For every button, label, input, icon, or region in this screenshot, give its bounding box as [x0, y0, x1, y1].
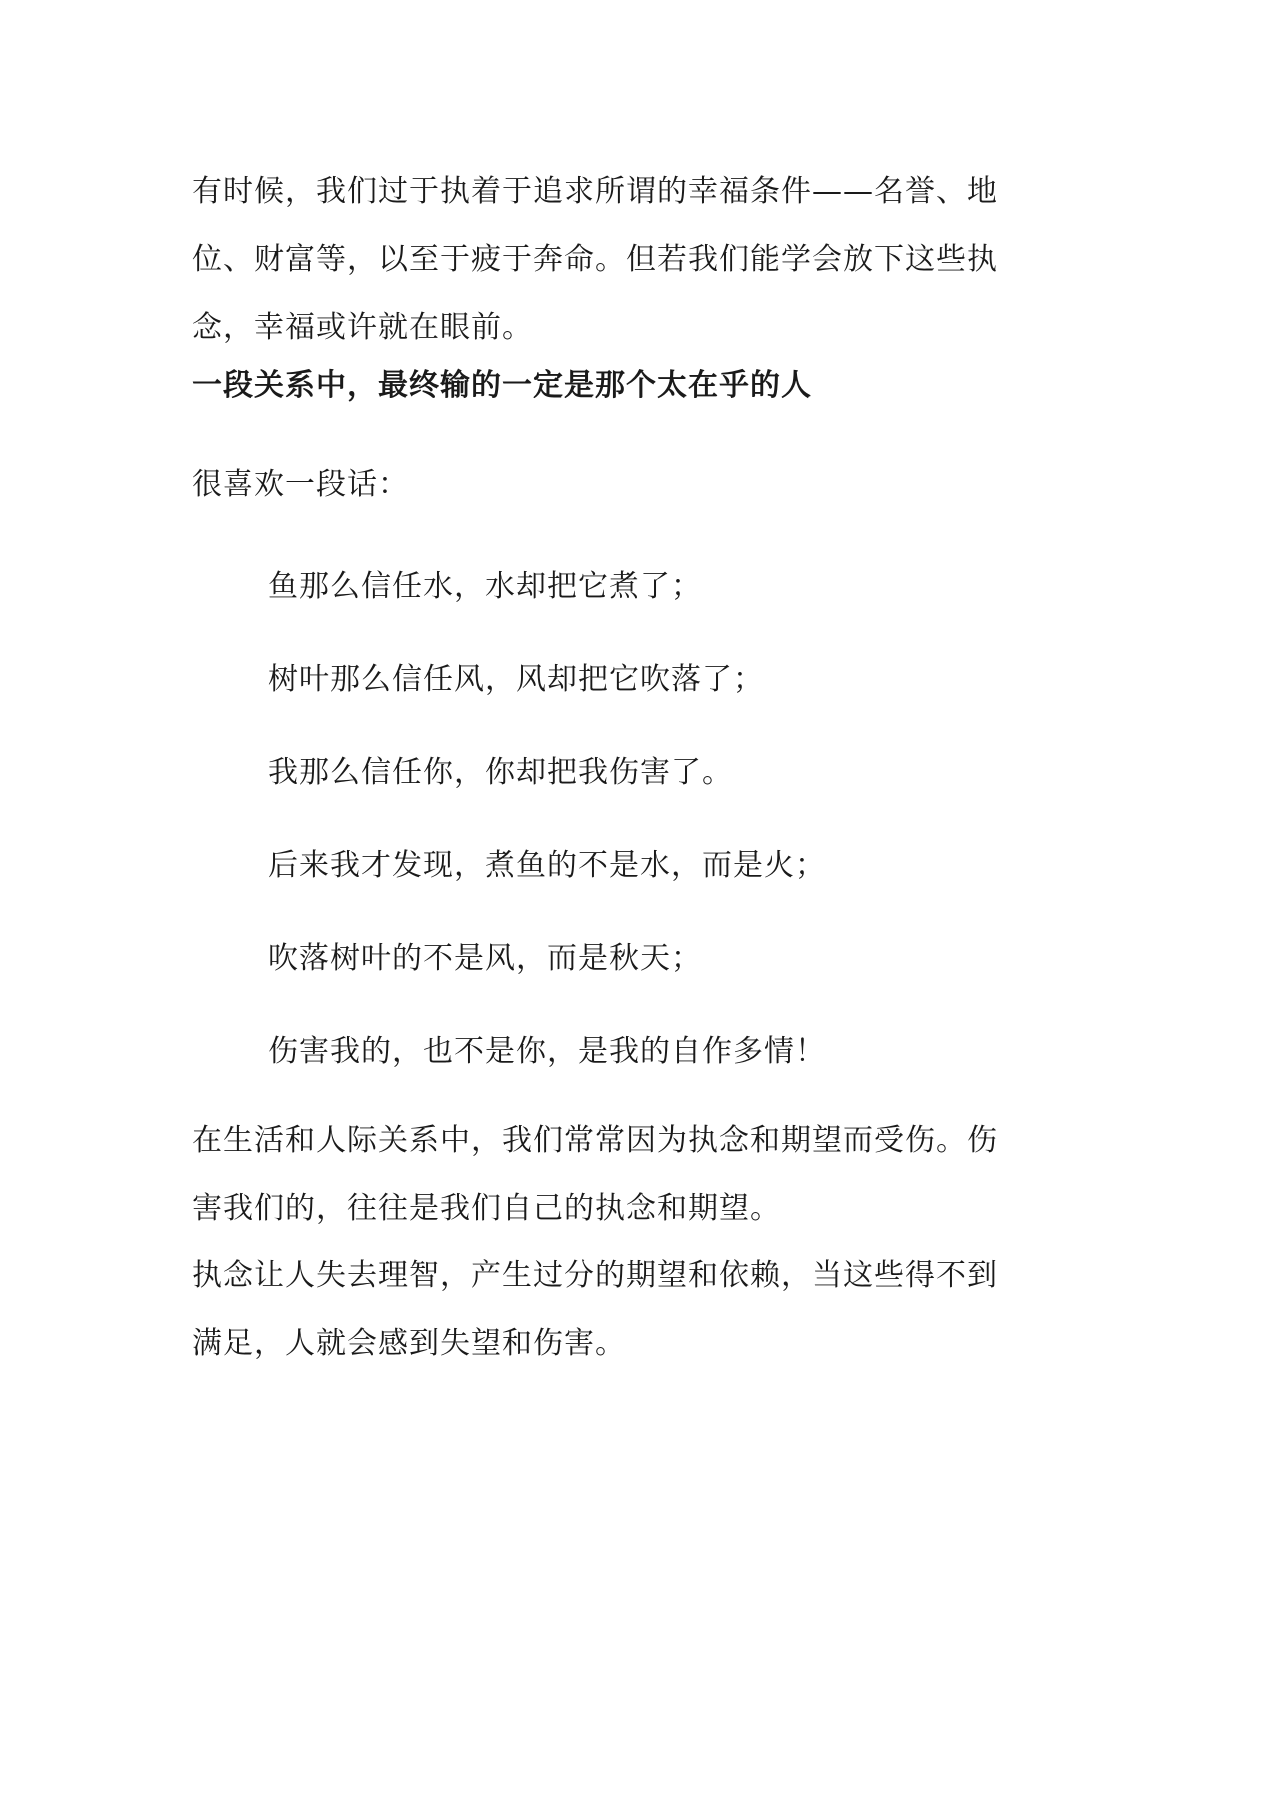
- paragraph-relationships: [192, 1107, 1082, 1243]
- intro-line: 很喜欢一段话：: [192, 467, 409, 502]
- paragraph-line: 位、财富等，以至于疲于奔命。但若我们能学会放下这些执: [192, 242, 998, 277]
- paragraph-line: 在生活和人际关系中，我们常常因为执念和期望而受伤。伤: [192, 1123, 998, 1158]
- paragraph-line: 有时候，我们过于执着于追求所谓的幸福条件——名誉、地: [192, 174, 998, 209]
- quote-line: 我那么信任你，你却把我伤害了。: [268, 755, 733, 790]
- quote-line: 后来我才发现，煮鱼的不是水，而是火；: [268, 848, 826, 883]
- paragraph-obsession: [192, 1242, 1082, 1378]
- paragraph-line: 执念让人失去理智，产生过分的期望和依赖，当这些得不到: [192, 1258, 998, 1293]
- paragraph-line: 念，幸福或许就在眼前。: [192, 310, 533, 345]
- quote-line: 鱼那么信任水，水却把它煮了；: [268, 569, 702, 604]
- section-heading: 一段关系中，最终输的一定是那个太在乎的人: [192, 368, 812, 403]
- quote-line: 吹落树叶的不是风，而是秋天；: [268, 941, 702, 976]
- paragraph-line: 害我们的，往往是我们自己的执念和期望。: [192, 1191, 781, 1226]
- paragraph-line: 满足，人就会感到失望和伤害。: [192, 1326, 626, 1361]
- quote-line: 树叶那么信任风，风却把它吹落了；: [268, 662, 764, 697]
- quote-line: 伤害我的，也不是你，是我的自作多情！: [268, 1034, 826, 1069]
- paragraph-happiness: [192, 158, 1082, 362]
